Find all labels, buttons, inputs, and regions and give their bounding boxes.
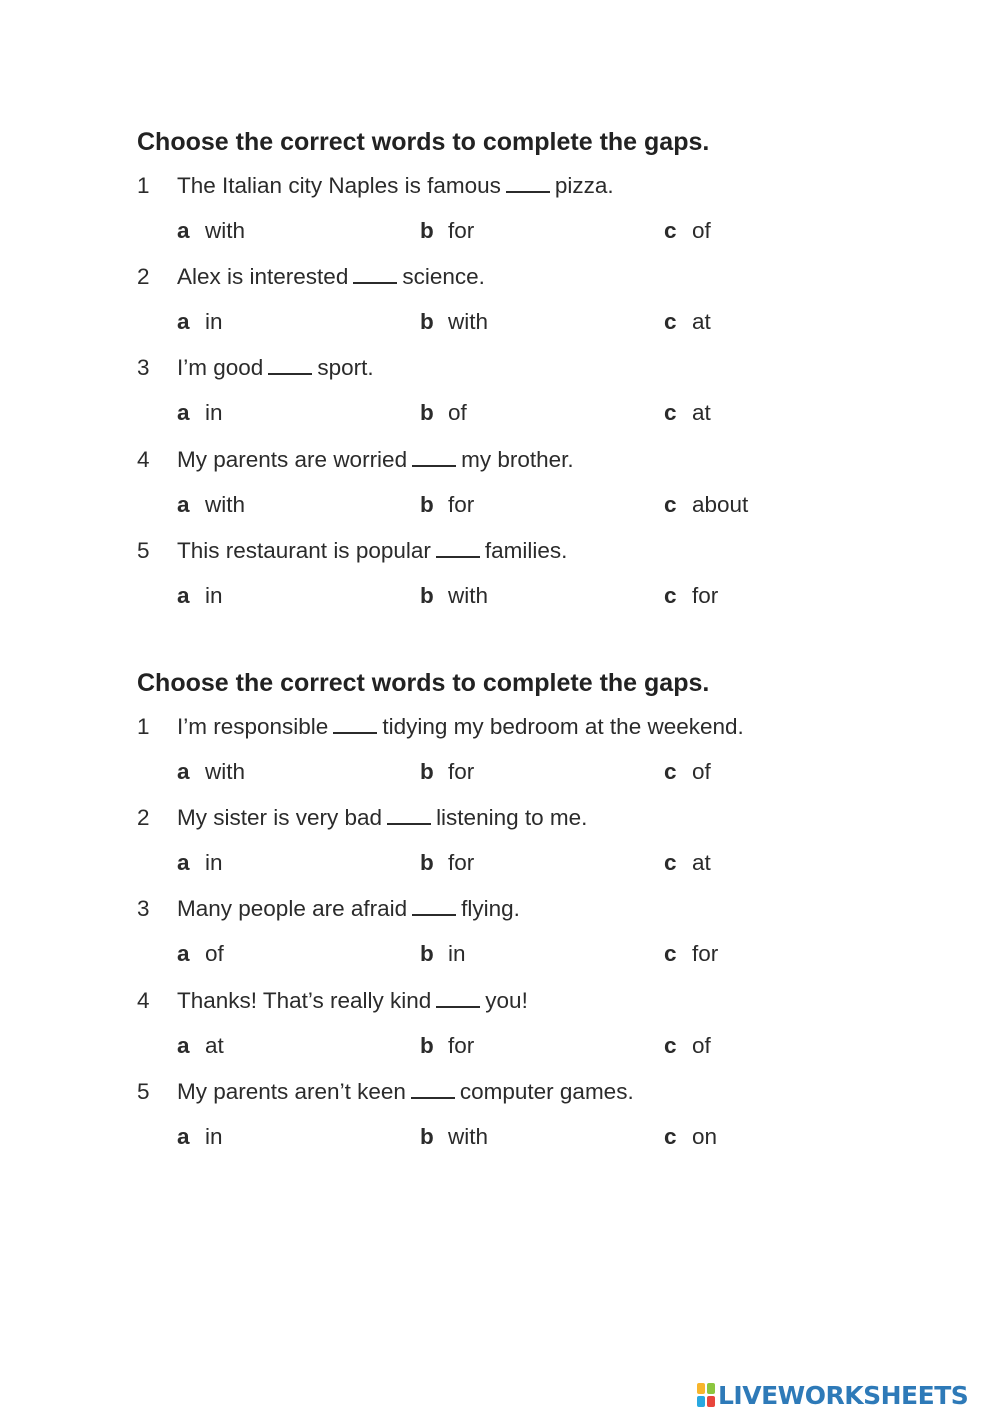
option-text: with [448, 1124, 489, 1149]
option-b[interactable] [420, 1124, 488, 1150]
question-before-gap: I’m responsible [177, 714, 329, 739]
question-before-gap: Many people are afraid [177, 896, 408, 921]
question-number: 4 [137, 447, 150, 472]
option-a[interactable] [177, 309, 223, 335]
option-letter: a [177, 941, 190, 966]
question-number: 1 [137, 173, 150, 198]
option-text: with [205, 218, 246, 243]
question-before-gap: My parents aren’t keen [177, 1079, 406, 1104]
question-after-gap: listening to me. [436, 805, 588, 830]
option-letter: a [177, 309, 190, 334]
option-text: in [205, 309, 223, 334]
option-text: for [448, 850, 475, 875]
option-text: with [205, 492, 246, 517]
option-text: for [448, 492, 475, 517]
instruction-heading: Choose the correct words to complete the gaps. [137, 669, 710, 697]
question-text [137, 173, 614, 199]
option-text: in [205, 850, 223, 875]
question-before-gap: Thanks! That’s really kind [177, 988, 432, 1013]
option-c[interactable] [664, 1124, 717, 1150]
option-a[interactable] [177, 759, 245, 785]
question-text [137, 714, 744, 740]
answer-gap[interactable] [412, 913, 456, 916]
option-letter: c [664, 400, 677, 425]
option-c[interactable] [664, 218, 711, 244]
brand-name: LIVEWORKSHEETS [718, 1380, 969, 1410]
answer-gap[interactable] [412, 464, 456, 467]
question-item [137, 896, 897, 988]
option-b[interactable] [420, 492, 474, 518]
instruction-heading: Choose the correct words to complete the gaps. [137, 128, 710, 156]
question-number: 1 [137, 714, 150, 739]
question-after-gap: sport. [317, 355, 374, 380]
option-letter: b [420, 583, 434, 608]
option-letter: c [664, 850, 677, 875]
question-number: 2 [137, 805, 150, 830]
option-b[interactable] [420, 400, 467, 426]
option-letter: a [177, 400, 190, 425]
question-text [137, 988, 528, 1014]
option-b[interactable] [420, 309, 488, 335]
question-number: 5 [137, 538, 150, 563]
question-after-gap: flying. [461, 896, 520, 921]
option-text: in [205, 400, 223, 425]
option-c[interactable] [664, 941, 718, 967]
option-letter: a [177, 218, 190, 243]
option-text: of [692, 759, 711, 784]
question-number: 5 [137, 1079, 150, 1104]
option-b[interactable] [420, 850, 474, 876]
option-letter: c [664, 492, 677, 517]
option-text: in [205, 1124, 223, 1149]
question-number: 4 [137, 988, 150, 1013]
question-item [137, 355, 897, 447]
option-letter: b [420, 218, 434, 243]
option-a[interactable] [177, 850, 223, 876]
option-text: of [692, 218, 711, 243]
option-a[interactable] [177, 1033, 224, 1059]
liveworksheets-brand [697, 1380, 968, 1410]
liveworksheets-logo-icon [697, 1383, 715, 1407]
option-letter: c [664, 759, 677, 784]
question-after-gap: tidying my bedroom at the weekend. [382, 714, 744, 739]
option-letter: a [177, 1033, 190, 1058]
option-text: in [448, 941, 466, 966]
answer-gap[interactable] [411, 1096, 455, 1099]
option-c[interactable] [664, 759, 711, 785]
option-c[interactable] [664, 1033, 711, 1059]
option-letter: b [420, 1124, 434, 1149]
question-text [137, 447, 574, 473]
option-b[interactable] [420, 1033, 474, 1059]
question-text [137, 355, 374, 381]
option-text: of [448, 400, 467, 425]
option-text: for [692, 941, 719, 966]
question-text [137, 264, 485, 290]
question-after-gap: families. [484, 538, 568, 563]
option-text: at [692, 850, 711, 875]
answer-gap[interactable] [333, 731, 377, 734]
option-c[interactable] [664, 309, 711, 335]
option-c[interactable] [664, 583, 718, 609]
option-a[interactable] [177, 583, 223, 609]
question-item [137, 173, 897, 265]
question-before-gap: The Italian city Naples is famous [177, 173, 501, 198]
question-before-gap: My parents are worried [177, 447, 408, 472]
question-text [137, 538, 567, 564]
question-before-gap: This restaurant is popular [177, 538, 431, 563]
question-item [137, 988, 897, 1080]
option-a[interactable] [177, 1124, 223, 1150]
option-b[interactable] [420, 759, 474, 785]
question-number: 2 [137, 264, 150, 289]
option-letter: c [664, 941, 677, 966]
option-a[interactable] [177, 218, 245, 244]
question-text [137, 1079, 634, 1105]
option-letter: a [177, 583, 190, 608]
option-text: with [205, 759, 246, 784]
option-letter: b [420, 492, 434, 517]
option-letter: b [420, 1033, 434, 1058]
option-letter: c [664, 583, 677, 608]
question-after-gap: computer games. [459, 1079, 634, 1104]
answer-gap[interactable] [268, 372, 312, 375]
option-b[interactable] [420, 583, 488, 609]
option-letter: b [420, 759, 434, 784]
option-text: for [448, 759, 475, 784]
option-text: at [692, 400, 711, 425]
option-letter: b [420, 309, 434, 334]
option-letter: a [177, 759, 190, 784]
answer-gap[interactable] [387, 822, 431, 825]
answer-gap[interactable] [353, 281, 397, 284]
option-text: of [205, 941, 224, 966]
question-after-gap: pizza. [554, 173, 614, 198]
option-letter: a [177, 1124, 190, 1149]
option-letter: c [664, 218, 677, 243]
question-before-gap: I’m good [177, 355, 264, 380]
question-before-gap: Alex is interested [177, 264, 349, 289]
question-item [137, 447, 897, 539]
option-text: at [205, 1033, 224, 1058]
option-letter: b [420, 941, 434, 966]
option-letter: b [420, 850, 434, 875]
option-letter: a [177, 850, 190, 875]
answer-gap[interactable] [436, 555, 480, 558]
question-item [137, 264, 897, 356]
option-text: for [448, 218, 475, 243]
option-text: for [692, 583, 719, 608]
question-item [137, 538, 897, 630]
question-item [137, 805, 897, 897]
option-text: with [448, 583, 489, 608]
option-c[interactable] [664, 850, 711, 876]
option-a[interactable] [177, 941, 224, 967]
option-b[interactable] [420, 218, 474, 244]
option-text: with [448, 309, 489, 334]
question-after-gap: science. [402, 264, 485, 289]
question-item [137, 1079, 897, 1171]
option-a[interactable] [177, 492, 245, 518]
question-number: 3 [137, 355, 150, 380]
option-text: for [448, 1033, 475, 1058]
option-c[interactable] [664, 400, 711, 426]
option-a[interactable] [177, 400, 223, 426]
option-letter: c [664, 1124, 677, 1149]
option-text: in [205, 583, 223, 608]
option-text: about [692, 492, 749, 517]
answer-gap[interactable] [436, 1005, 480, 1008]
option-letter: c [664, 1033, 677, 1058]
question-after-gap: you! [485, 988, 528, 1013]
option-letter: b [420, 400, 434, 425]
option-text: on [692, 1124, 718, 1149]
option-text: at [692, 309, 711, 334]
option-text: of [692, 1033, 711, 1058]
option-letter: c [664, 309, 677, 334]
question-text [137, 805, 587, 831]
question-after-gap: my brother. [461, 447, 574, 472]
question-before-gap: My sister is very bad [177, 805, 383, 830]
question-item [137, 714, 897, 806]
option-b[interactable] [420, 941, 466, 967]
option-letter: a [177, 492, 190, 517]
option-c[interactable] [664, 492, 748, 518]
question-number: 3 [137, 896, 150, 921]
answer-gap[interactable] [506, 190, 550, 193]
question-text [137, 896, 520, 922]
